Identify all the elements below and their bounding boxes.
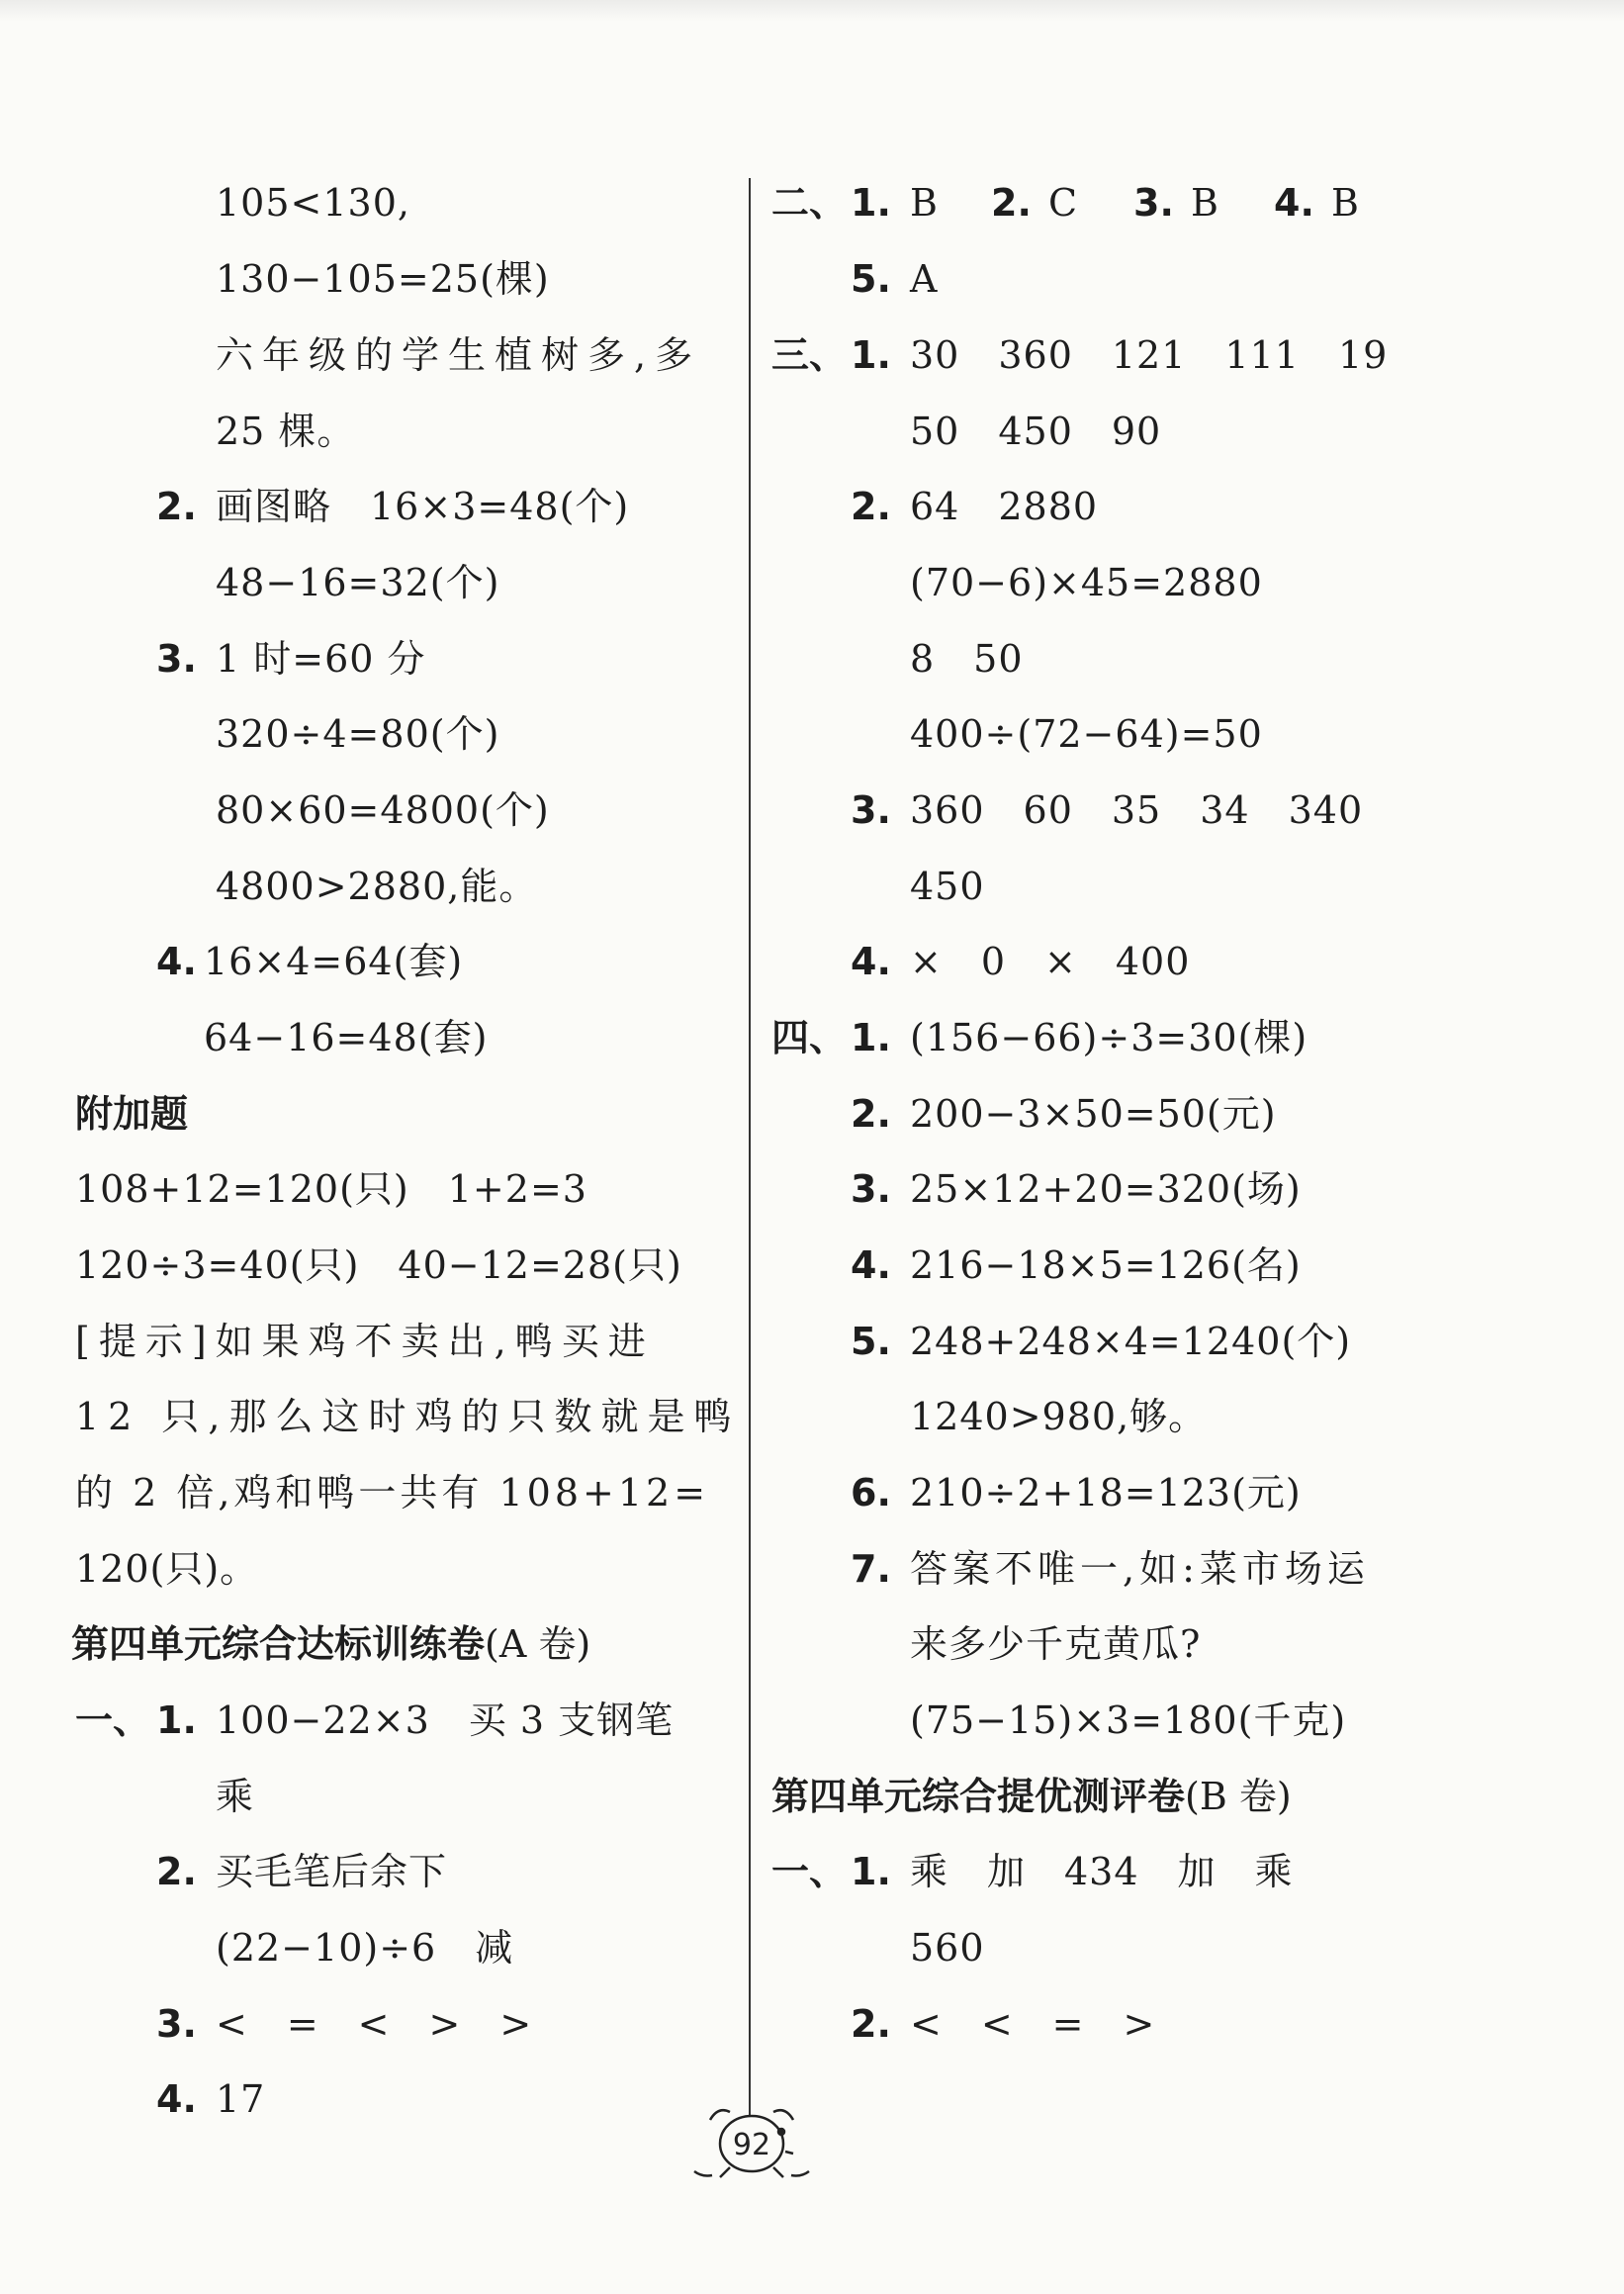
question-number: 1. bbox=[851, 333, 891, 377]
answer-line: 17 bbox=[216, 2077, 266, 2121]
question-number: 3. bbox=[156, 637, 197, 681]
question-number: 2. bbox=[851, 1092, 891, 1136]
answer-line: 360 60 35 34 340 bbox=[910, 788, 1364, 832]
unit-heading bbox=[71, 1619, 590, 1669]
answer-line: 六年级的学生植树多,多 bbox=[216, 333, 702, 377]
unit-title: 第四单元综合提优测评卷 bbox=[771, 1775, 1186, 1818]
unit-heading bbox=[771, 1772, 1292, 1821]
page-number: 92 bbox=[732, 2128, 771, 2162]
question-number: 1. bbox=[156, 1698, 197, 1742]
answer-line: 130−105=25(棵) bbox=[216, 257, 550, 301]
hint-text: 如果鸡不卖出,鸭买进 bbox=[215, 1320, 655, 1363]
answer-line: 248+248×4=1240(个) bbox=[910, 1320, 1352, 1363]
question-number: 2. bbox=[156, 1850, 197, 1893]
question-number: 5. bbox=[851, 257, 891, 301]
answer-line: 64−16=48(套) bbox=[204, 1016, 489, 1059]
question-number: 1. bbox=[851, 1016, 891, 1059]
answer: C bbox=[1048, 181, 1079, 225]
section-number: 三、 bbox=[771, 333, 848, 377]
answer-line: 30 360 121 111 19 bbox=[910, 333, 1389, 377]
answer-line: 乘 加 434 加 乘 bbox=[910, 1850, 1294, 1893]
answer-line: 4800>2880,能。 bbox=[216, 865, 538, 908]
answer-line: (156−66)÷3=30(棵) bbox=[910, 1016, 1308, 1059]
question-number: 1. bbox=[851, 1850, 891, 1893]
answer-line: (75−15)×3=180(千克) bbox=[910, 1698, 1347, 1742]
question-number: 1. bbox=[851, 181, 891, 225]
answer-line: 80×60=4800(个) bbox=[216, 788, 550, 832]
section-number: 二、 bbox=[771, 181, 848, 225]
question-number: 3. bbox=[1133, 181, 1174, 225]
answer-line: 乘 bbox=[216, 1775, 255, 1818]
answer-line: 64 2880 bbox=[910, 485, 1099, 528]
answer-line: × 0 × 400 bbox=[910, 940, 1191, 983]
question-number: 4. bbox=[851, 940, 891, 983]
answer-line: 答案不唯一,如:菜市场运 bbox=[910, 1547, 1370, 1591]
answer: B bbox=[910, 181, 939, 225]
question-number: 3. bbox=[851, 788, 891, 832]
answer-line: 8 50 bbox=[910, 637, 1024, 681]
answer-line: 1240>980,够。 bbox=[910, 1395, 1208, 1438]
answer-line: 买毛笔后余下 bbox=[216, 1850, 448, 1893]
answer-line: 100−22×3 买 3 支钢笔 bbox=[216, 1698, 675, 1742]
answer-line: 450 bbox=[910, 865, 985, 908]
question-number: 3. bbox=[851, 1167, 891, 1211]
answer: A bbox=[910, 257, 939, 301]
section-number: 一、 bbox=[75, 1698, 151, 1742]
answer-line: 560 bbox=[910, 1926, 985, 1970]
question-number: 3. bbox=[156, 2002, 197, 2046]
hint-line bbox=[75, 1317, 655, 1366]
answer-line: 400÷(72−64)=50 bbox=[910, 712, 1263, 756]
answer-line: 216−18×5=126(名) bbox=[910, 1243, 1302, 1287]
unit-title: 第四单元综合达标训练卷 bbox=[71, 1622, 486, 1666]
section-number: 四、 bbox=[771, 1016, 848, 1059]
answer-line: 105<130, bbox=[216, 181, 410, 225]
answer-line: 48−16=32(个) bbox=[216, 561, 500, 604]
answer-line: 320÷4=80(个) bbox=[216, 712, 500, 756]
answer-line: 16×4=64(套) bbox=[204, 940, 464, 983]
answer-line: < < = > bbox=[910, 2002, 1156, 2046]
question-number: 2. bbox=[156, 485, 197, 528]
answer-line: 25×12+20=320(场) bbox=[910, 1167, 1302, 1211]
section-heading: 附加题 bbox=[75, 1092, 189, 1136]
page-number-badge bbox=[682, 2092, 821, 2186]
question-number: 4. bbox=[156, 2077, 197, 2121]
unit-suffix: (B 卷) bbox=[1185, 1775, 1292, 1818]
answer-line: 1 时=60 分 bbox=[216, 637, 426, 681]
answer-line: < = < > > bbox=[216, 2002, 533, 2046]
unit-suffix: (A 卷) bbox=[485, 1622, 591, 1666]
question-number: 7. bbox=[851, 1547, 891, 1591]
question-number: 5. bbox=[851, 1320, 891, 1363]
answer-line: 120÷3=40(只) 40−12=28(只) bbox=[75, 1243, 682, 1287]
column-divider bbox=[749, 178, 751, 2122]
section-number: 一、 bbox=[771, 1850, 848, 1893]
answer-line: (70−6)×45=2880 bbox=[910, 561, 1263, 604]
question-number: 2. bbox=[851, 485, 891, 528]
hint-label: [提示] bbox=[75, 1320, 216, 1363]
answer-line: 来多少千克黄瓜? bbox=[910, 1622, 1202, 1666]
answer-line: 25 棵。 bbox=[216, 410, 356, 453]
hint-line: 的 2 倍,鸡和鸭一共有 108+12= bbox=[75, 1471, 710, 1514]
question-number: 4. bbox=[156, 940, 197, 983]
question-number: 4. bbox=[851, 1243, 891, 1287]
answer: B bbox=[1331, 181, 1360, 225]
question-number: 2. bbox=[851, 2002, 891, 2046]
hint-line: 12 只,那么这时鸡的只数就是鸭 bbox=[75, 1395, 741, 1438]
answer-line: 200−3×50=50(元) bbox=[910, 1092, 1277, 1136]
answer-line: 210÷2+18=123(元) bbox=[910, 1471, 1302, 1514]
question-number: 6. bbox=[851, 1471, 891, 1514]
answer-line: 50 450 90 bbox=[910, 410, 1162, 453]
question-number: 4. bbox=[1274, 181, 1314, 225]
question-number: 2. bbox=[991, 181, 1032, 225]
page-top-edge bbox=[0, 0, 1624, 22]
answer-line: 108+12=120(只) 1+2=3 bbox=[75, 1167, 587, 1211]
answer-line: 画图略 16×3=48(个) bbox=[216, 485, 630, 528]
hint-line: 120(只)。 bbox=[75, 1547, 259, 1591]
answer-line: (22−10)÷6 减 bbox=[216, 1926, 514, 1970]
answer: B bbox=[1191, 181, 1219, 225]
